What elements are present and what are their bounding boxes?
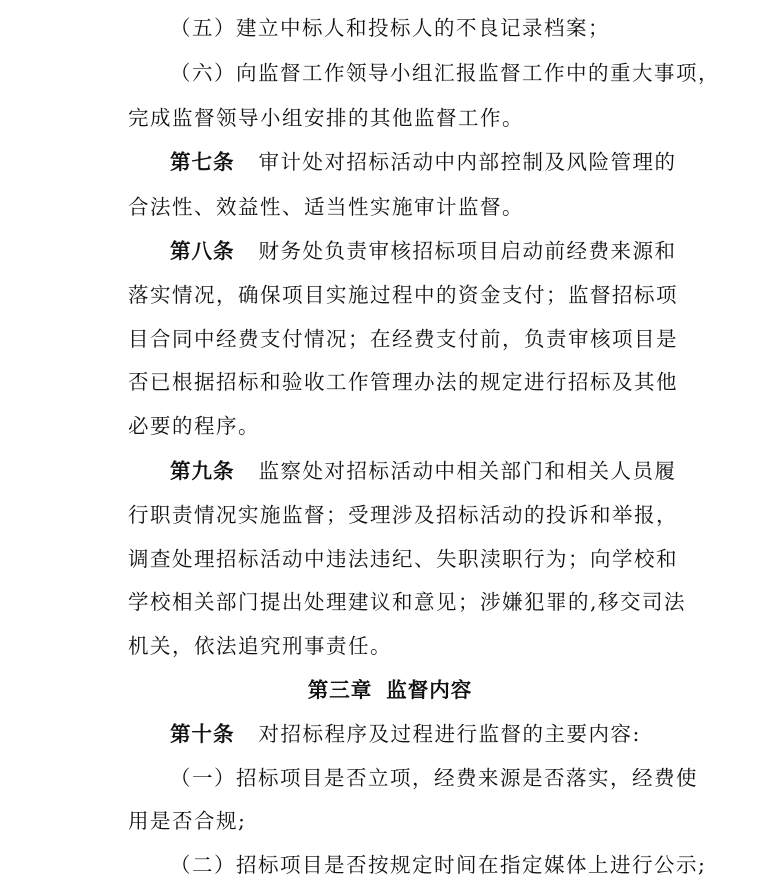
chapter-heading <box>0 668 780 712</box>
clause-6-line-2: 完成监督领导小组安排的其他监督工作。 <box>128 106 524 130</box>
article-8-line-4: 否已根据招标和验收工作管理办法的规定进行招标及其他 <box>128 370 678 394</box>
article-9-line-2: 行职责情况实施监督；受理涉及招标活动的投诉和举报， <box>128 503 678 527</box>
article-7-line-2: 合法性、效益性、适当性实施审计监督。 <box>128 195 524 219</box>
article-8-title: 第八条 <box>170 239 235 263</box>
article-8-text-1: 财务处负责审核招标项目启动前经费来源和 <box>258 239 677 263</box>
article-7-text-1: 审计处对招标活动中内部控制及风险管理的 <box>258 150 677 174</box>
article-10-item-1-line-1: （一）招标项目是否立项，经费来源是否落实，经费使 <box>170 766 698 790</box>
article-10-item-1-line-2: 用是否合规; <box>128 809 247 833</box>
article-9-line-3: 调查处理招标活动中违法违纪、失职渎职行为；向学校和 <box>128 547 678 571</box>
article-8-line-2: 落实情况，确保项目实施过程中的资金支付；监督招标项 <box>128 283 678 307</box>
article-9-line-4: 学校相关部门提出处理建议和意见；涉嫌犯罪的,移交司法 <box>128 590 687 614</box>
article-9-line-5: 机关，依法追究刑事责任。 <box>128 634 392 658</box>
clause-6-line-1: （六）向监督工作领导小组汇报监督工作中的重大事项， <box>170 61 720 85</box>
clause-5-line: （五）建立中标人和投标人的不良记录档案； <box>170 16 610 40</box>
article-8-line-1 <box>170 229 677 273</box>
article-7-title: 第七条 <box>170 150 235 174</box>
chapter-title: 监督内容 <box>386 678 473 702</box>
article-10-item-2-line-1: （二）招标项目是否按规定时间在指定媒体上进行公示; <box>170 853 707 877</box>
article-8-line-3: 目合同中经费支付情况；在经费支付前，负责审核项目是 <box>128 327 678 351</box>
article-10-text-1: 对招标程序及过程进行监督的主要内容: <box>258 722 641 746</box>
article-8-line-5: 必要的程序。 <box>128 414 260 438</box>
article-7-line-1 <box>170 140 677 184</box>
article-9-line-1 <box>170 449 677 493</box>
article-9-title: 第九条 <box>170 459 235 483</box>
article-10-title: 第十条 <box>170 722 235 746</box>
article-10-line-1 <box>170 712 641 756</box>
chapter-number: 第三章 <box>307 678 373 702</box>
article-9-text-1: 监察处对招标活动中相关部门和相关人员履 <box>258 459 677 483</box>
